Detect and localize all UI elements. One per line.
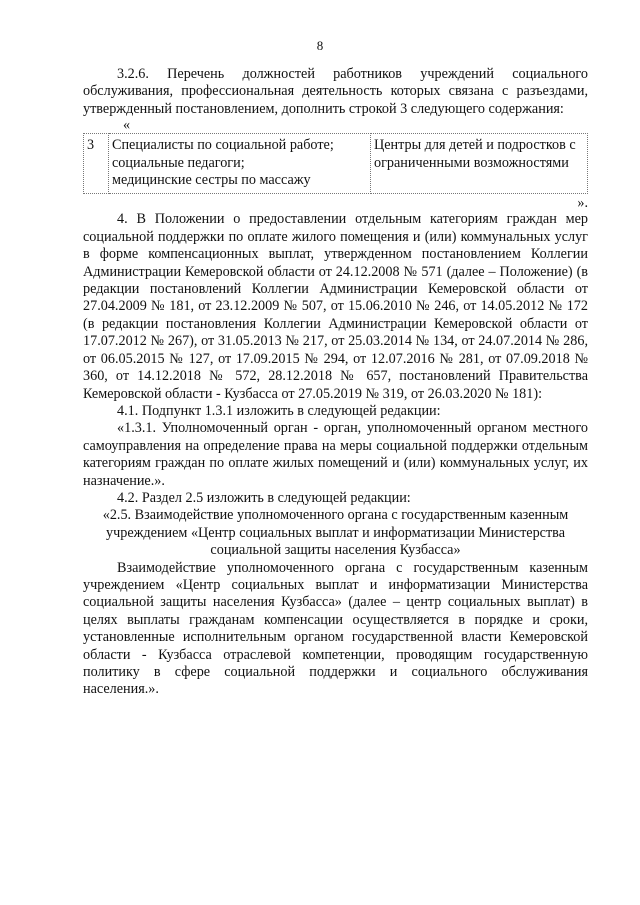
row-number-cell: 3 xyxy=(84,134,109,194)
paragraph-1-3-1: «1.3.1. Уполномоченный орган - орган, уполномоченный органом местного самоуправления на определение права на меры социальной поддержки отдельным категориям граждан по оплате жилых помещений и (или) коммунальных услуг, их назначение.». xyxy=(83,420,588,489)
institutions-cell: Центры для детей и подростков с ограниченными возможностями xyxy=(371,134,588,194)
paragraph-4-1: 4.1. Подпункт 1.3.1 изложить в следующей редакции: xyxy=(117,402,441,419)
position-line: Специалисты по социальной работе; xyxy=(112,137,334,154)
positions-cell xyxy=(109,134,371,194)
table-row xyxy=(84,134,588,194)
quote-open-mark: « xyxy=(123,117,131,134)
paragraph-3-2-6: 3.2.6. Перечень должностей работников учреждений социального обслуживания, профессиональная деятельность которых связана с разъездами, утвержденный постановлением, дополнить строкой 3 следующего содержания: xyxy=(83,66,588,117)
page-number: 8 xyxy=(316,38,324,53)
paragraph-4: 4. В Положении о предоставлении отдельным категориям граждан мер социальной поддержки по оплате жилого помещения и (или) коммунальных услуг в форме компенсационных выплат, утвержденном постановлением Коллегии Администрации Кемеровской области от 24.12.2008 № 571 (далее – Положение) (в редакции постановлений Коллегии Администрации Кемеровской области от 27.04.2009 № 181, от 23.12.2009 № 507, от 15.06.2010 № 246, от 14.05.2012 № 172 (в редакции постановления Коллегии Администрации Кемеровской области от 17.07.2012 № 267), от 31.05.2013 № 217, от 25.03.2014 № 134, от 24.07.2014 № 286, от 06.05.2015 № 127, от 17.09.2015 № 294, от 12.07.2016 № 281, от 07.09.2018 № 360, от 14.12.2018 № 572, 28.12.2018 № 657, постановлений Правительства Кемеровской области - Кузбасса от 27.05.2019 № 319, от 26.03.2020 № 181): xyxy=(83,211,588,402)
section-2-5-heading: «2.5. Взаимодействие уполномоченного органа с государственным казенным учреждением «Центр социальных выплат и информатизации Министерства социальной защиты населения Кузбасса» xyxy=(102,507,569,559)
inserted-row-table xyxy=(83,133,588,194)
quote-close-mark: ». xyxy=(577,195,588,212)
position-line: социальные педагоги; xyxy=(112,154,245,171)
section-2-5-text: Взаимодействие уполномоченного органа с государственным казенным учреждением «Центр социальных выплат и информатизации Министерства социальной защиты населения Кузбасса» (далее – центр социальных выплат) в целях выплаты гражданам компенсации осуществляется в порядке и сроки, установленные исполнительным органом государственной власти Кемеровской области - Кузбасса отраслевой компетенции, проводящим государственную политику в сфере социальной поддержки и социального обслуживания населения.». xyxy=(83,559,588,698)
document-body xyxy=(83,66,588,699)
paragraph-4-2: 4.2. Раздел 2.5 изложить в следующей редакции: xyxy=(117,489,411,506)
position-line: медицинские сестры по массажу xyxy=(112,172,311,189)
